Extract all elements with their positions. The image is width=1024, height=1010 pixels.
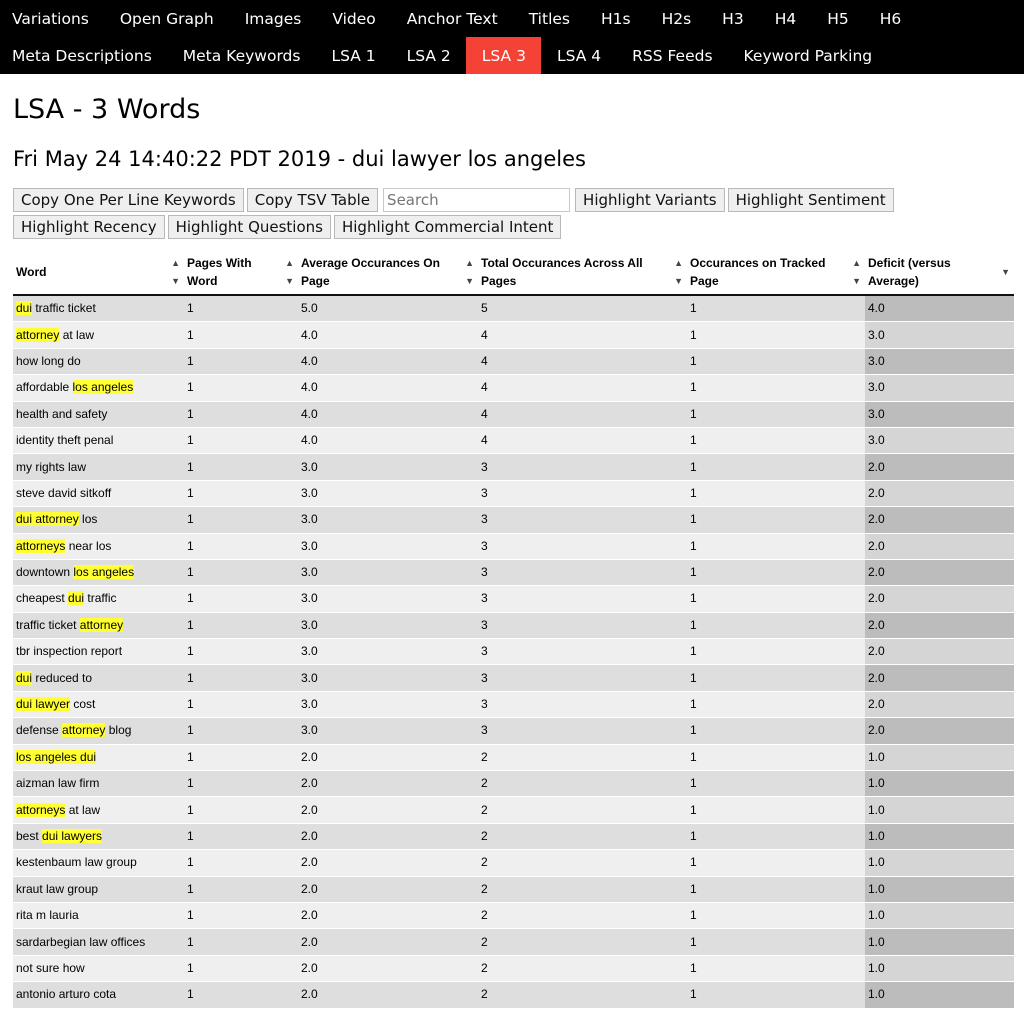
table-row xyxy=(13,295,1014,322)
nav-tab-meta-keywords[interactable]: Meta Keywords xyxy=(182,46,301,65)
cell-avg: 4.0 xyxy=(298,348,478,374)
word-text: identity theft penal xyxy=(16,433,114,448)
nav-tab-variations[interactable]: Variations xyxy=(12,9,89,28)
cell-deficit: 1.0 xyxy=(865,823,1014,849)
cell-deficit: 3.0 xyxy=(865,348,1014,374)
highlighted-term: attorneys xyxy=(16,538,66,553)
cell-total: 2 xyxy=(478,823,687,849)
word-text: affordable xyxy=(16,380,73,395)
cell-word xyxy=(13,322,184,348)
table-row xyxy=(13,586,1014,612)
table-row xyxy=(13,612,1014,638)
nav-row-2 xyxy=(0,37,1024,74)
cell-avg: 3.0 xyxy=(298,639,478,665)
nav-tab-images[interactable]: Images xyxy=(244,9,302,28)
nav-tab-lsa-3[interactable]: LSA 3 xyxy=(466,37,541,74)
column-header-average-occurances[interactable] xyxy=(298,250,478,295)
cell-deficit: 2.0 xyxy=(865,559,1014,585)
highlighted-term: los angeles dui xyxy=(16,749,97,764)
nav-tab-lsa-1[interactable]: LSA 1 xyxy=(331,46,376,65)
word-text: kraut law group xyxy=(16,881,99,896)
cell-deficit: 3.0 xyxy=(865,401,1014,427)
cell-deficit: 2.0 xyxy=(865,507,1014,533)
cell-tracked: 1 xyxy=(687,322,865,348)
word-text: rita m lauria xyxy=(16,908,79,923)
cell-deficit: 1.0 xyxy=(865,744,1014,770)
cell-word xyxy=(13,718,184,744)
cell-deficit: 2.0 xyxy=(865,639,1014,665)
word-text: los xyxy=(78,512,98,527)
table-row xyxy=(13,771,1014,797)
cell-tracked: 1 xyxy=(687,902,865,928)
cell-word xyxy=(13,533,184,559)
cell-pages: 1 xyxy=(184,902,298,928)
cell-tracked: 1 xyxy=(687,876,865,902)
search-box[interactable] xyxy=(383,188,570,212)
cell-tracked: 1 xyxy=(687,559,865,585)
cell-avg: 3.0 xyxy=(298,586,478,612)
cell-tracked: 1 xyxy=(687,665,865,691)
column-label: Deficit (versus Average) xyxy=(868,256,951,288)
word-text: traffic ticket xyxy=(32,301,96,316)
cell-avg: 2.0 xyxy=(298,929,478,955)
cell-pages: 1 xyxy=(184,797,298,823)
highlight-sentiment-button[interactable]: Highlight Sentiment xyxy=(728,188,894,212)
highlighted-term: dui xyxy=(16,670,33,685)
cell-total: 3 xyxy=(478,507,687,533)
top-nav xyxy=(0,0,1024,74)
cell-tracked: 1 xyxy=(687,639,865,665)
cell-word xyxy=(13,929,184,955)
cell-deficit: 2.0 xyxy=(865,718,1014,744)
sort-icon: ▲ ▼ xyxy=(465,258,474,286)
table-row xyxy=(13,348,1014,374)
cell-total: 2 xyxy=(478,982,687,1008)
cell-word xyxy=(13,480,184,506)
cell-deficit: 1.0 xyxy=(865,982,1014,1008)
cell-avg: 4.0 xyxy=(298,375,478,401)
sort-desc-icon: ▼ xyxy=(1001,267,1010,277)
cell-pages: 1 xyxy=(184,639,298,665)
cell-total: 3 xyxy=(478,480,687,506)
cell-deficit: 1.0 xyxy=(865,876,1014,902)
cell-total: 3 xyxy=(478,718,687,744)
highlighted-term: attorney xyxy=(16,327,60,342)
cell-deficit: 3.0 xyxy=(865,375,1014,401)
cell-tracked: 1 xyxy=(687,718,865,744)
column-label: Word xyxy=(16,265,47,279)
cell-deficit: 1.0 xyxy=(865,955,1014,981)
cell-pages: 1 xyxy=(184,955,298,981)
cell-deficit: 2.0 xyxy=(865,533,1014,559)
cell-deficit: 1.0 xyxy=(865,771,1014,797)
nav-row-1 xyxy=(0,0,1024,37)
cell-tracked: 1 xyxy=(687,375,865,401)
word-text: best xyxy=(16,829,43,843)
cell-tracked: 1 xyxy=(687,454,865,480)
nav-tab-open-graph[interactable]: Open Graph xyxy=(119,9,214,28)
table-row xyxy=(13,401,1014,427)
cell-tracked: 1 xyxy=(687,295,865,322)
table-row xyxy=(13,718,1014,744)
word-text: at law xyxy=(59,327,95,342)
table-row xyxy=(13,375,1014,401)
word-text: blog xyxy=(105,723,132,738)
cell-deficit: 2.0 xyxy=(865,691,1014,717)
cell-deficit: 2.0 xyxy=(865,454,1014,480)
nav-tab-h4[interactable]: H4 xyxy=(774,9,797,28)
cell-deficit: 2.0 xyxy=(865,665,1014,691)
nav-tab-titles[interactable]: Titles xyxy=(528,9,570,28)
highlight-recency-button[interactable]: Highlight Recency xyxy=(13,215,165,239)
cell-total: 3 xyxy=(478,586,687,612)
cell-pages: 1 xyxy=(184,612,298,638)
table-row xyxy=(13,639,1014,665)
cell-avg: 2.0 xyxy=(298,876,478,902)
nav-tab-lsa-2[interactable]: LSA 2 xyxy=(406,46,451,65)
cell-word xyxy=(13,612,184,638)
cell-pages: 1 xyxy=(184,771,298,797)
cell-word xyxy=(13,823,184,849)
word-text: not sure how xyxy=(16,960,85,975)
cell-tracked: 1 xyxy=(687,348,865,374)
table-row xyxy=(13,559,1014,585)
table-row xyxy=(13,797,1014,823)
cell-word xyxy=(13,639,184,665)
column-header-deficit[interactable] xyxy=(865,250,1014,295)
cell-pages: 1 xyxy=(184,586,298,612)
word-text: cost xyxy=(70,697,96,712)
word-text: health and safety xyxy=(16,406,108,421)
table-row xyxy=(13,507,1014,533)
cell-word xyxy=(13,691,184,717)
sort-icon: ▲ ▼ xyxy=(285,258,294,286)
cell-total: 2 xyxy=(478,771,687,797)
cell-avg: 3.0 xyxy=(298,559,478,585)
cell-word xyxy=(13,348,184,374)
cell-word xyxy=(13,797,184,823)
word-text: sardarbegian law offices xyxy=(16,934,146,949)
word-text: traffic ticket xyxy=(16,617,80,632)
cell-total: 4 xyxy=(478,375,687,401)
page-subtitle: Fri May 24 14:40:22 PDT 2019 - dui lawyer los angeles xyxy=(13,147,586,171)
copy-keywords-button[interactable]: Copy One Per Line Keywords xyxy=(13,188,244,212)
cell-avg: 5.0 xyxy=(298,295,478,322)
copy-tsv-button[interactable]: Copy TSV Table xyxy=(247,188,378,212)
cell-total: 2 xyxy=(478,744,687,770)
table-row xyxy=(13,427,1014,453)
cell-word xyxy=(13,427,184,453)
cell-total: 2 xyxy=(478,902,687,928)
nav-tab-h2s[interactable]: H2s xyxy=(661,9,692,28)
cell-total: 3 xyxy=(478,665,687,691)
cell-word xyxy=(13,454,184,480)
table-row xyxy=(13,876,1014,902)
cell-pages: 1 xyxy=(184,295,298,322)
table-row xyxy=(13,322,1014,348)
table-row xyxy=(13,982,1014,1008)
cell-avg: 3.0 xyxy=(298,691,478,717)
cell-pages: 1 xyxy=(184,322,298,348)
cell-avg: 3.0 xyxy=(298,533,478,559)
highlighted-term: attorney xyxy=(79,617,124,632)
nav-tab-lsa-4[interactable]: LSA 4 xyxy=(556,46,602,65)
cell-avg: 3.0 xyxy=(298,454,478,480)
cell-pages: 1 xyxy=(184,507,298,533)
nav-tab-h3[interactable]: H3 xyxy=(722,9,744,28)
table-row xyxy=(13,533,1014,559)
highlight-questions-button[interactable]: Highlight Questions xyxy=(168,215,331,239)
cell-tracked: 1 xyxy=(687,955,865,981)
table-row xyxy=(13,850,1014,876)
cell-pages: 1 xyxy=(184,665,298,691)
cell-word xyxy=(13,665,184,691)
cell-pages: 1 xyxy=(184,876,298,902)
cell-pages: 1 xyxy=(184,982,298,1008)
cell-total: 3 xyxy=(478,612,687,638)
cell-avg: 3.0 xyxy=(298,612,478,638)
cell-avg: 2.0 xyxy=(298,982,478,1008)
cell-avg: 2.0 xyxy=(298,771,478,797)
table-row xyxy=(13,691,1014,717)
table-row xyxy=(13,955,1014,981)
table-row xyxy=(13,744,1014,770)
cell-avg: 2.0 xyxy=(298,902,478,928)
sort-icon: ▲ ▼ xyxy=(171,258,180,286)
cell-word xyxy=(13,559,184,585)
highlighted-term: attorney xyxy=(62,723,106,738)
cell-deficit: 1.0 xyxy=(865,902,1014,928)
cell-tracked: 1 xyxy=(687,823,865,849)
cell-pages: 1 xyxy=(184,850,298,876)
table-row xyxy=(13,454,1014,480)
word-text: reduced to xyxy=(32,670,93,685)
cell-tracked: 1 xyxy=(687,850,865,876)
cell-tracked: 1 xyxy=(687,929,865,955)
word-text: near los xyxy=(65,538,112,553)
cell-avg: 3.0 xyxy=(298,507,478,533)
word-text: my rights law xyxy=(16,459,87,474)
nav-tab-h1s[interactable]: H1s xyxy=(600,9,631,28)
cell-avg: 2.0 xyxy=(298,797,478,823)
cell-avg: 2.0 xyxy=(298,955,478,981)
highlight-variants-button[interactable]: Highlight Variants xyxy=(575,188,725,212)
cell-total: 3 xyxy=(478,533,687,559)
cell-word xyxy=(13,507,184,533)
cell-total: 3 xyxy=(478,639,687,665)
cell-deficit: 2.0 xyxy=(865,612,1014,638)
cell-pages: 1 xyxy=(184,454,298,480)
cell-deficit: 1.0 xyxy=(865,929,1014,955)
column-header-tracked-page[interactable] xyxy=(687,250,865,295)
cell-total: 4 xyxy=(478,322,687,348)
table-header-row xyxy=(13,250,1014,295)
cell-tracked: 1 xyxy=(687,797,865,823)
word-text: steve david sitkoff xyxy=(16,485,112,500)
cell-word xyxy=(13,902,184,928)
cell-tracked: 1 xyxy=(687,744,865,770)
search-input[interactable] xyxy=(387,191,566,209)
highlighted-term: los angeles xyxy=(72,380,134,395)
nav-tab-h5[interactable]: H5 xyxy=(827,9,849,28)
cell-pages: 1 xyxy=(184,691,298,717)
cell-word xyxy=(13,586,184,612)
cell-pages: 1 xyxy=(184,533,298,559)
cell-tracked: 1 xyxy=(687,401,865,427)
column-label: Pages With Word xyxy=(187,256,252,288)
column-header-pages-with-word[interactable] xyxy=(184,250,298,295)
cell-total: 2 xyxy=(478,955,687,981)
cell-word xyxy=(13,744,184,770)
cell-avg: 4.0 xyxy=(298,427,478,453)
cell-total: 4 xyxy=(478,401,687,427)
cell-tracked: 1 xyxy=(687,982,865,1008)
nav-tab-anchor-text[interactable]: Anchor Text xyxy=(406,9,498,28)
cell-avg: 3.0 xyxy=(298,718,478,744)
cell-pages: 1 xyxy=(184,823,298,849)
cell-word xyxy=(13,401,184,427)
cell-tracked: 1 xyxy=(687,507,865,533)
table-row xyxy=(13,902,1014,928)
cell-tracked: 1 xyxy=(687,427,865,453)
cell-total: 4 xyxy=(478,427,687,453)
nav-tab-h6[interactable]: H6 xyxy=(879,9,902,28)
toolbar xyxy=(13,188,1013,242)
column-label: Occurances on Tracked Page xyxy=(690,256,826,288)
highlighted-term: dui lawyers xyxy=(42,829,103,843)
cell-deficit: 3.0 xyxy=(865,427,1014,453)
nav-tab-keyword-parking[interactable]: Keyword Parking xyxy=(743,46,873,65)
highlight-commercial-intent-button[interactable]: Highlight Commercial Intent xyxy=(334,215,561,239)
cell-avg: 2.0 xyxy=(298,744,478,770)
highlighted-term: dui xyxy=(16,301,33,316)
cell-avg: 2.0 xyxy=(298,850,478,876)
cell-tracked: 1 xyxy=(687,533,865,559)
cell-word xyxy=(13,876,184,902)
main-content xyxy=(0,74,1024,1009)
word-text: kestenbaum law group xyxy=(16,855,137,870)
cell-tracked: 1 xyxy=(687,480,865,506)
cell-total: 2 xyxy=(478,876,687,902)
cell-avg: 3.0 xyxy=(298,480,478,506)
cell-total: 3 xyxy=(478,559,687,585)
column-label: Total Occurances Across All Pages xyxy=(481,256,643,288)
highlighted-term: dui attorney xyxy=(16,512,79,527)
highlighted-term: dui xyxy=(68,591,85,606)
word-text: downtown xyxy=(16,565,74,580)
cell-word xyxy=(13,771,184,797)
cell-word xyxy=(13,982,184,1008)
cell-tracked: 1 xyxy=(687,612,865,638)
highlighted-term: attorneys xyxy=(16,802,66,817)
page-title: LSA - 3 Words xyxy=(13,94,201,125)
table-row xyxy=(13,480,1014,506)
cell-word xyxy=(13,375,184,401)
cell-pages: 1 xyxy=(184,427,298,453)
cell-pages: 1 xyxy=(184,480,298,506)
table-row xyxy=(13,665,1014,691)
cell-avg: 2.0 xyxy=(298,823,478,849)
cell-pages: 1 xyxy=(184,348,298,374)
word-text: how long do xyxy=(16,353,81,368)
column-label: Average Occurances On Page xyxy=(301,256,440,288)
word-text: cheapest xyxy=(16,591,69,606)
word-text: defense xyxy=(16,723,63,738)
cell-deficit: 2.0 xyxy=(865,480,1014,506)
cell-deficit: 1.0 xyxy=(865,797,1014,823)
cell-total: 3 xyxy=(478,691,687,717)
word-text: tbr inspection report xyxy=(16,644,123,659)
cell-avg: 3.0 xyxy=(298,665,478,691)
cell-word xyxy=(13,295,184,322)
column-header-total-occurances[interactable] xyxy=(478,250,687,295)
cell-pages: 1 xyxy=(184,929,298,955)
cell-word xyxy=(13,850,184,876)
cell-pages: 1 xyxy=(184,401,298,427)
cell-avg: 4.0 xyxy=(298,322,478,348)
cell-pages: 1 xyxy=(184,718,298,744)
cell-avg: 4.0 xyxy=(298,401,478,427)
cell-deficit: 4.0 xyxy=(865,295,1014,322)
word-text: aizman law firm xyxy=(16,776,100,791)
cell-total: 2 xyxy=(478,929,687,955)
cell-total: 3 xyxy=(478,454,687,480)
cell-total: 2 xyxy=(478,797,687,823)
table-row xyxy=(13,929,1014,955)
cell-tracked: 1 xyxy=(687,586,865,612)
cell-tracked: 1 xyxy=(687,771,865,797)
nav-tab-rss-feeds[interactable]: RSS Feeds xyxy=(632,46,713,65)
cell-tracked: 1 xyxy=(687,691,865,717)
cell-deficit: 2.0 xyxy=(865,586,1014,612)
cell-pages: 1 xyxy=(184,375,298,401)
word-text: at law xyxy=(65,802,101,817)
nav-tab-meta-descriptions[interactable]: Meta Descriptions xyxy=(12,46,152,65)
word-text: traffic xyxy=(84,591,117,606)
highlighted-term: dui lawyer xyxy=(16,697,71,712)
column-header-word[interactable] xyxy=(13,250,184,295)
sort-icon: ▲ ▼ xyxy=(852,258,861,286)
cell-total: 5 xyxy=(478,295,687,322)
cell-pages: 1 xyxy=(184,559,298,585)
cell-deficit: 3.0 xyxy=(865,322,1014,348)
cell-pages: 1 xyxy=(184,744,298,770)
nav-tab-video[interactable]: Video xyxy=(332,9,376,28)
cell-word xyxy=(13,955,184,981)
cell-deficit: 1.0 xyxy=(865,850,1014,876)
cell-total: 4 xyxy=(478,348,687,374)
table-row xyxy=(13,823,1014,849)
highlighted-term: los angeles xyxy=(73,565,135,580)
sort-icon: ▲ ▼ xyxy=(674,258,683,286)
cell-total: 2 xyxy=(478,850,687,876)
lsa-table xyxy=(13,250,1014,1009)
word-text: antonio arturo cota xyxy=(16,987,117,1002)
